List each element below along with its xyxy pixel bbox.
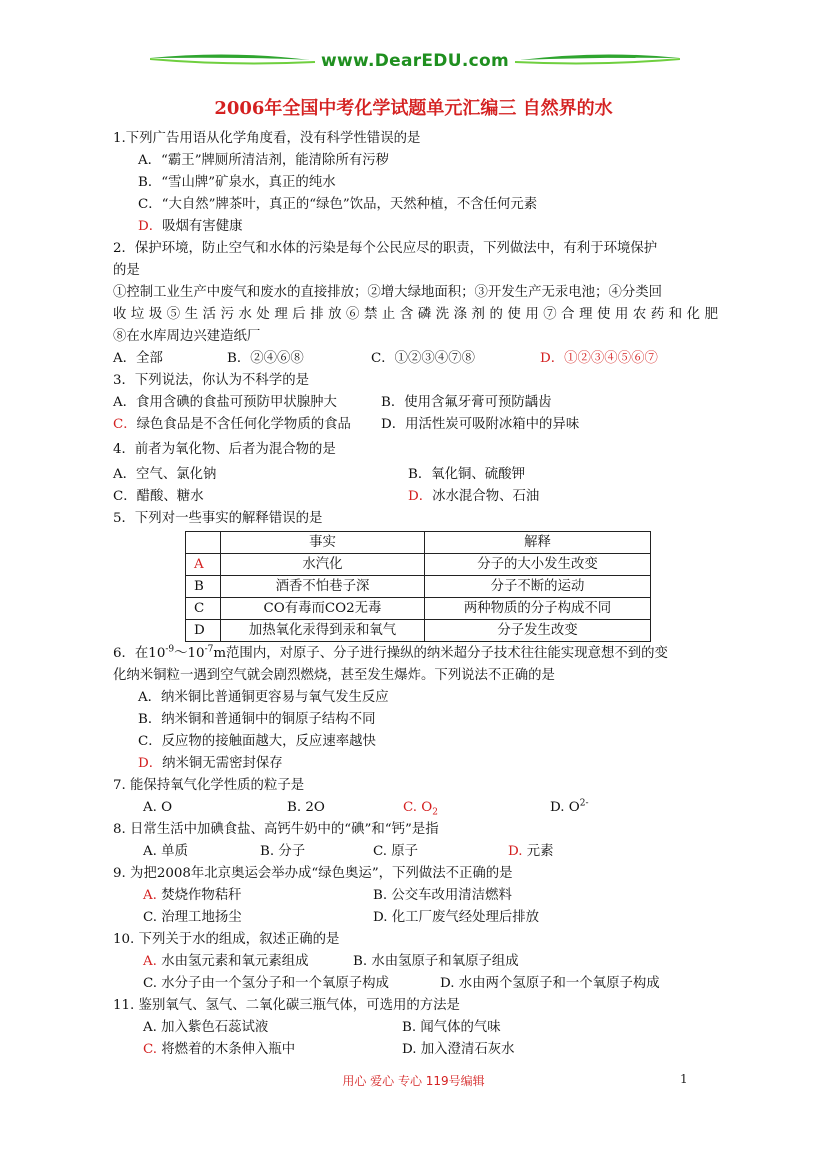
q5-row-fact: 水汽化	[221, 554, 425, 576]
q3-option-a: A．食用含碘的食盐可预防甲状腺肿大	[113, 395, 337, 410]
q8-option-a: A. 单质	[143, 844, 188, 859]
q1-option-a: A．“霸王”牌厕所清洁剂，能清除所有污秽	[138, 153, 390, 168]
q1-option-c: C．“大自然”牌茶叶，真正的“绿色”饮品，天然种植，不含任何元素	[138, 197, 538, 212]
q2-option-a: A．全部	[113, 351, 163, 366]
q2-items-line3: ⑧在水库周边兴建造纸厂	[113, 329, 261, 344]
q5-row-fact: 加热氧化汞得到汞和氧气	[221, 620, 425, 642]
q9-option-a-text: 焚烧作物秸秆	[161, 888, 242, 903]
q8-answer-letter: D.	[508, 844, 523, 859]
q5-stem: 5．下列对一些事实的解释错误的是	[113, 511, 323, 526]
q3-answer-letter: C．	[113, 417, 137, 432]
q4-stem: 4．前者为氧化物、后者为混合物的是	[113, 442, 336, 457]
table-row	[186, 554, 651, 576]
q2-items-line2: 收垃圾⑤生活污水处理后排放⑥禁止含磷洗涤剂的使用⑦合理使用农药和化肥	[113, 307, 718, 322]
page-title: 2006年全国中考化学试题单元汇编三 自然界的水	[214, 98, 613, 119]
q5-header-fact: 事实	[221, 532, 425, 554]
q5-table-header	[186, 532, 651, 554]
q2-items-line1: ①控制工业生产中废气和废水的直接排放；②增大绿地面积；③开发生产无汞电池；④分类回	[113, 285, 663, 300]
q4-options-cd	[113, 486, 718, 508]
page-number: 1	[680, 1072, 688, 1086]
q10-options-cd	[113, 973, 718, 995]
q7-option-a: A. O	[143, 800, 173, 815]
q6-option-a: A．纳米铜比普通铜更容易与氧气发生反应	[138, 690, 389, 705]
q4-option-c: C．醋酸、糖水	[113, 489, 204, 504]
q11-options-cd	[113, 1039, 718, 1061]
q8-option-b: B. 分子	[260, 844, 306, 859]
q6-stem-line1	[113, 643, 718, 665]
q3-options-cd	[113, 414, 718, 436]
q1-option-d-text: 吸烟有害健康	[162, 219, 243, 234]
table-row	[186, 576, 651, 598]
q8-option-c: C. 原子	[373, 844, 419, 859]
q2-option-b: B．②④⑥⑧	[227, 351, 304, 366]
q8-stem: 8. 日常生活中加碘食盐、高钙牛奶中的“碘”和“钙”是指	[113, 822, 439, 837]
site-logo-text: www.DearEDU.com	[321, 51, 509, 71]
q7-option-d-text: D. O	[550, 800, 580, 815]
q1-option-d	[113, 216, 718, 238]
q4-option-a: A．空气、氯化钠	[113, 467, 217, 482]
q1-stem: 1.下列广告用语从化学角度看，没有科学性错误的是	[113, 131, 421, 146]
q3-stem: 3．下列说法，你认为不科学的是	[113, 373, 309, 388]
q5-row-key: D	[186, 620, 221, 642]
q6-option-d	[113, 753, 718, 775]
q2-options	[113, 348, 718, 370]
q7-options	[113, 797, 718, 819]
q1-option-b: B．“雪山牌”矿泉水，真正的纯水	[138, 175, 336, 190]
q4-option-b: B．氧化铜、硫酸钾	[408, 467, 525, 482]
q6-stem-post: m范围内，对原子、分子进行操纵的纳米超分子技术往往能实现意想不到的变	[213, 646, 668, 661]
q6-stem-mid: ～10	[174, 646, 205, 661]
table-row	[186, 598, 651, 620]
q10-stem: 10. 下列关于水的组成，叙述正确的是	[113, 932, 340, 947]
q9-option-d: D. 化工厂废气经处理后排放	[373, 910, 540, 925]
q3-option-c-text: 绿色食品是不含任何化学物质的食品	[136, 417, 351, 432]
q9-options-ab	[113, 885, 718, 907]
header-banner	[150, 48, 680, 76]
q2-option-c: C．①②③④⑦⑧	[371, 351, 475, 366]
q5-header-key	[186, 532, 221, 554]
q3-option-d: D．用活性炭可吸附冰箱中的异味	[381, 417, 580, 432]
q11-stem: 11. 鉴别氧气、氢气、二氧化碳三瓶气体，可选用的方法是	[113, 998, 460, 1013]
q8-option-d-text: 元素	[526, 844, 554, 859]
question-list	[113, 128, 718, 1061]
q5-row-explanation: 两种物质的分子构成不同	[425, 598, 651, 620]
q6-option-d-text: 纳米铜无需密封保存	[162, 756, 283, 771]
table-row	[186, 620, 651, 642]
q9-answer-letter: A.	[143, 888, 157, 903]
q4-answer-letter: D．	[408, 489, 433, 504]
q11-options-ab	[113, 1017, 718, 1039]
q8-options	[113, 841, 718, 863]
q10-option-c: C. 水分子由一个氢分子和一个氧原子构成	[143, 976, 389, 991]
q3-option-c	[113, 414, 351, 436]
q2-stem-line1: 2．保护环境，防止空气和水体的污染是每个公民应尽的职责，下列做法中，有利于环境保护	[113, 241, 658, 256]
q11-option-c-text: 将燃着的木条伸入瓶中	[161, 1042, 296, 1057]
q7-option-c-subscript: 2	[432, 807, 438, 818]
q6-exponent-1: -9	[165, 644, 175, 655]
q4-option-d-text: 冰水混合物、石油	[432, 489, 540, 504]
q5-row-key: C	[186, 598, 221, 620]
q5-row-key: B	[186, 576, 221, 598]
q9-option-a	[143, 885, 242, 907]
q5-row-key: A	[186, 554, 221, 576]
q5-row-explanation: 分子不断的运动	[425, 576, 651, 598]
q7-option-d	[550, 797, 589, 819]
q10-option-a-text: 水由氢元素和氧元素组成	[161, 954, 309, 969]
q9-stem: 9. 为把2008年北京奥运会举办成“绿色奥运”，下列做法不正确的是	[113, 866, 513, 881]
q4-option-d	[408, 486, 539, 508]
q5-row-fact: CO有毒而CO2无毒	[221, 598, 425, 620]
q9-option-c: C. 治理工地扬尘	[143, 910, 242, 925]
q7-option-d-superscript: 2-	[579, 798, 589, 809]
q11-option-d: D. 加入澄清石灰水	[402, 1042, 515, 1057]
q2-option-d: D．①②③④⑤⑥⑦	[540, 351, 658, 366]
q7-option-b: B. 2O	[287, 800, 325, 815]
q10-option-d: D. 水由两个氢原子和一个氧原子构成	[440, 976, 660, 991]
q11-answer-letter: C.	[143, 1042, 158, 1057]
q10-answer-letter: A.	[143, 954, 157, 969]
q5-table	[185, 531, 651, 642]
q9-options-cd	[113, 907, 718, 929]
q9-option-b: B. 公交车改用清洁燃料	[373, 888, 512, 903]
q6-stem-pre: 6．在10	[113, 646, 166, 661]
q6-option-c: C．反应物的接触面越大，反应速率越快	[138, 734, 376, 749]
q10-option-b: B. 水由氢原子和氧原子组成	[353, 954, 519, 969]
q1-answer-letter: D．	[138, 219, 163, 234]
q5-row-explanation: 分子的大小发生改变	[425, 554, 651, 576]
q6-option-b: B．纳米铜和普通铜中的铜原子结构不同	[138, 712, 376, 727]
q7-option-c	[403, 797, 438, 819]
q7-option-c-text: C. O	[403, 800, 433, 815]
q10-option-a	[143, 951, 309, 973]
q11-option-b: B. 闻气体的气味	[402, 1020, 501, 1035]
q4-options-ab	[113, 464, 718, 486]
q10-options-ab	[113, 951, 718, 973]
footer-text: 用心 爱心 专心 119号编辑	[342, 1074, 485, 1088]
q3-options-ab	[113, 392, 718, 414]
q3-option-b: B．使用含氟牙膏可预防龋齿	[381, 395, 552, 410]
q5-row-explanation: 分子发生改变	[425, 620, 651, 642]
q11-option-c	[143, 1039, 295, 1061]
q11-option-a: A. 加入紫色石蕊试液	[143, 1020, 269, 1035]
q5-row-fact: 酒香不怕巷子深	[221, 576, 425, 598]
q7-stem: 7. 能保持氧气化学性质的粒子是	[113, 778, 305, 793]
q6-answer-letter: D．	[138, 756, 163, 771]
q6-exponent-2: -7	[204, 644, 214, 655]
q5-header-explanation: 解释	[425, 532, 651, 554]
q8-option-d	[508, 841, 554, 863]
q6-stem-line2: 化纳米铜粒一遇到空气就会剧烈燃烧，甚至发生爆炸。下列说法不正确的是	[113, 668, 555, 683]
q2-stem-line2: 的是	[113, 263, 140, 278]
